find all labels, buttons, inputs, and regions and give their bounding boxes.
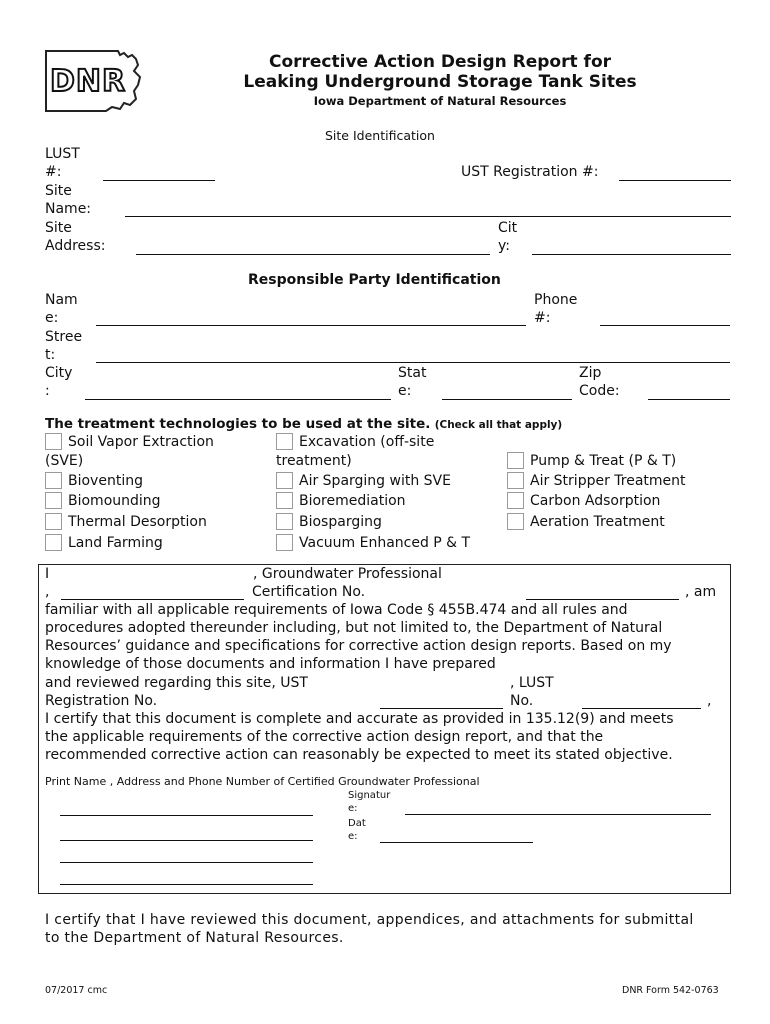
rp-state-label-2: e: xyxy=(398,383,412,399)
label-bioventing: Bioventing xyxy=(68,473,143,489)
checkbox-bioremediation[interactable] xyxy=(276,492,293,509)
logo-text: DNR xyxy=(50,64,127,99)
checkbox-aeration[interactable] xyxy=(507,513,524,530)
cert-line-3: familiar with all applicable requirements of Iowa Code § 455B.474 and all rules and xyxy=(45,602,628,618)
lust-label-2: #: xyxy=(45,164,62,180)
label-air-sparging: Air Sparging with SVE xyxy=(299,473,451,489)
cert-line-7a: and reviewed regarding this site, UST xyxy=(45,675,308,691)
cert-gw-professional: , Groundwater Professional xyxy=(253,566,442,582)
rp-name-field[interactable] xyxy=(96,325,526,326)
date-label-1: Dat xyxy=(348,818,366,829)
print-name-field-2[interactable] xyxy=(60,840,313,841)
site-address-field[interactable] xyxy=(136,254,490,255)
tech-heading: The treatment technologies to be used at the site. xyxy=(45,416,431,432)
dnr-logo xyxy=(40,45,148,113)
rp-name-label-1: Nam xyxy=(45,292,78,308)
cert-am: , am xyxy=(685,584,717,600)
checkbox-air-stripper[interactable] xyxy=(507,472,524,489)
rp-phone-label-1: Phone xyxy=(534,292,578,308)
cert-line-10: the applicable requirements of the corrective action design report, and that the xyxy=(45,729,604,745)
label-pump-treat: Pump & Treat (P & T) xyxy=(530,453,677,469)
print-name-field-4[interactable] xyxy=(60,884,313,885)
rp-name-label-2: e: xyxy=(45,310,59,326)
label-carbon-adsorption: Carbon Adsorption xyxy=(530,493,661,509)
checkbox-carbon-adsorption[interactable] xyxy=(507,492,524,509)
label-aeration: Aeration Treatment xyxy=(530,514,665,530)
cert-comma: , xyxy=(45,584,50,600)
site-city-field[interactable] xyxy=(532,254,731,255)
label-land-farming: Land Farming xyxy=(68,535,163,551)
tech-note: (Check all that apply) xyxy=(434,419,563,431)
cert-certification-no: Certification No. xyxy=(252,584,366,600)
rp-city-label-1: City xyxy=(45,365,73,381)
checkbox-thermal-desorption[interactable] xyxy=(45,513,62,530)
label-excavation-1: Excavation (off-site xyxy=(299,434,435,450)
tech-heading-row xyxy=(45,416,562,432)
cert-line-4: procedures adopted thereunder including, but not limited to, the Department of Natural xyxy=(45,620,663,636)
label-thermal-desorption: Thermal Desorption xyxy=(68,514,207,530)
cert-line-5: Resources’ guidance and specifications for corrective action design reports. Based on my xyxy=(45,638,672,654)
print-name-label: Print Name , Address and Phone Number of Certified Groundwater Professional xyxy=(45,775,480,788)
date-label-2: e: xyxy=(348,831,358,842)
cert-field-1[interactable] xyxy=(61,599,244,600)
rp-zip-label-1: Zip xyxy=(579,365,602,381)
print-name-field-3[interactable] xyxy=(60,862,313,863)
cert-no: No. xyxy=(510,693,534,709)
cert-name-field[interactable] xyxy=(60,581,250,582)
title-line-2: Leaking Underground Storage Tank Sites xyxy=(243,72,637,92)
cert-line-9: I certify that this document is complete and accurate as provided in 135.12(9) and meets xyxy=(45,711,674,727)
lust-number-field[interactable] xyxy=(103,180,215,181)
site-address-label-1: Site xyxy=(45,220,72,236)
label-vacuum-enhanced: Vacuum Enhanced P & T xyxy=(299,535,471,551)
checkbox-land-farming[interactable] xyxy=(45,534,62,551)
rp-phone-label-2: #: xyxy=(534,310,551,326)
cert-line-11: recommended corrective action can reasonably be expected to meet its stated objective. xyxy=(45,747,673,763)
rp-phone-field[interactable] xyxy=(600,325,730,326)
checkbox-vacuum-enhanced[interactable] xyxy=(276,534,293,551)
final-cert-line-2: to the Department of Natural Resources. xyxy=(45,930,344,946)
cert-line-7b: , LUST xyxy=(510,675,554,691)
label-excavation-2: treatment) xyxy=(276,453,352,469)
signature-field[interactable] xyxy=(405,814,711,815)
cert-number-field[interactable] xyxy=(526,599,679,600)
cert-line-6: knowledge of those documents and information I have prepared xyxy=(45,656,496,672)
date-field[interactable] xyxy=(380,842,533,843)
footer-form-number: DNR Form 542-0763 xyxy=(622,985,719,996)
cert-reg-no: Registration No. xyxy=(45,693,158,709)
label-air-stripper: Air Stripper Treatment xyxy=(530,473,686,489)
site-address-label-2: Address: xyxy=(45,238,106,254)
checkbox-pump-treat[interactable] xyxy=(507,452,524,469)
label-bioremediation: Bioremediation xyxy=(299,493,406,509)
cert-i: I xyxy=(45,566,50,582)
site-name-label-2: Name: xyxy=(45,201,92,217)
lust-label-1: LUST xyxy=(45,146,80,162)
checkbox-air-sparging[interactable] xyxy=(276,472,293,489)
checkbox-sve[interactable] xyxy=(45,433,62,450)
rp-street-label-2: t: xyxy=(45,347,56,363)
cert-lust-number-field[interactable] xyxy=(582,708,701,709)
rp-heading: Responsible Party Identification xyxy=(248,272,501,288)
label-sve-2: (SVE) xyxy=(45,453,84,469)
signature-label-2: e: xyxy=(348,803,358,814)
site-city-label-1: Cit xyxy=(498,220,518,236)
checkbox-excavation[interactable] xyxy=(276,433,293,450)
checkbox-biosparging[interactable] xyxy=(276,513,293,530)
signature-label-1: Signatur xyxy=(348,790,391,801)
cert-comma-2: , xyxy=(707,693,712,709)
final-cert-line-1: I certify that I have reviewed this document, appendices, and attachments for submittal xyxy=(45,912,694,928)
rp-state-label-1: Stat xyxy=(398,365,427,381)
site-id-heading: Site Identification xyxy=(325,128,435,143)
site-city-label-2: y: xyxy=(498,238,510,254)
rp-state-field[interactable] xyxy=(442,399,572,400)
rp-city-label-2: : xyxy=(45,383,50,399)
print-name-field-1[interactable] xyxy=(60,815,313,816)
label-biomounding: Biomounding xyxy=(68,493,161,509)
rp-street-label-1: Stree xyxy=(45,329,83,345)
label-sve-1: Soil Vapor Extraction xyxy=(68,434,214,450)
ust-registration-label: UST Registration #: xyxy=(461,164,599,180)
checkbox-bioventing[interactable] xyxy=(45,472,62,489)
rp-street-field[interactable] xyxy=(96,362,730,363)
cert-ust-registration-field[interactable] xyxy=(380,708,503,709)
rp-zip-field[interactable] xyxy=(648,399,730,400)
rp-zip-label-2: Code: xyxy=(579,383,620,399)
site-name-label-1: Site xyxy=(45,183,72,199)
footer-date: 07/2017 cmc xyxy=(45,985,108,996)
checkbox-biomounding[interactable] xyxy=(45,492,62,509)
title-line-1: Corrective Action Design Report for xyxy=(268,52,612,72)
rp-city-field[interactable] xyxy=(85,399,391,400)
site-name-field[interactable] xyxy=(125,216,731,217)
label-biosparging: Biosparging xyxy=(299,514,382,530)
subtitle: Iowa Department of Natural Resources xyxy=(313,94,567,108)
ust-registration-field[interactable] xyxy=(619,180,731,181)
